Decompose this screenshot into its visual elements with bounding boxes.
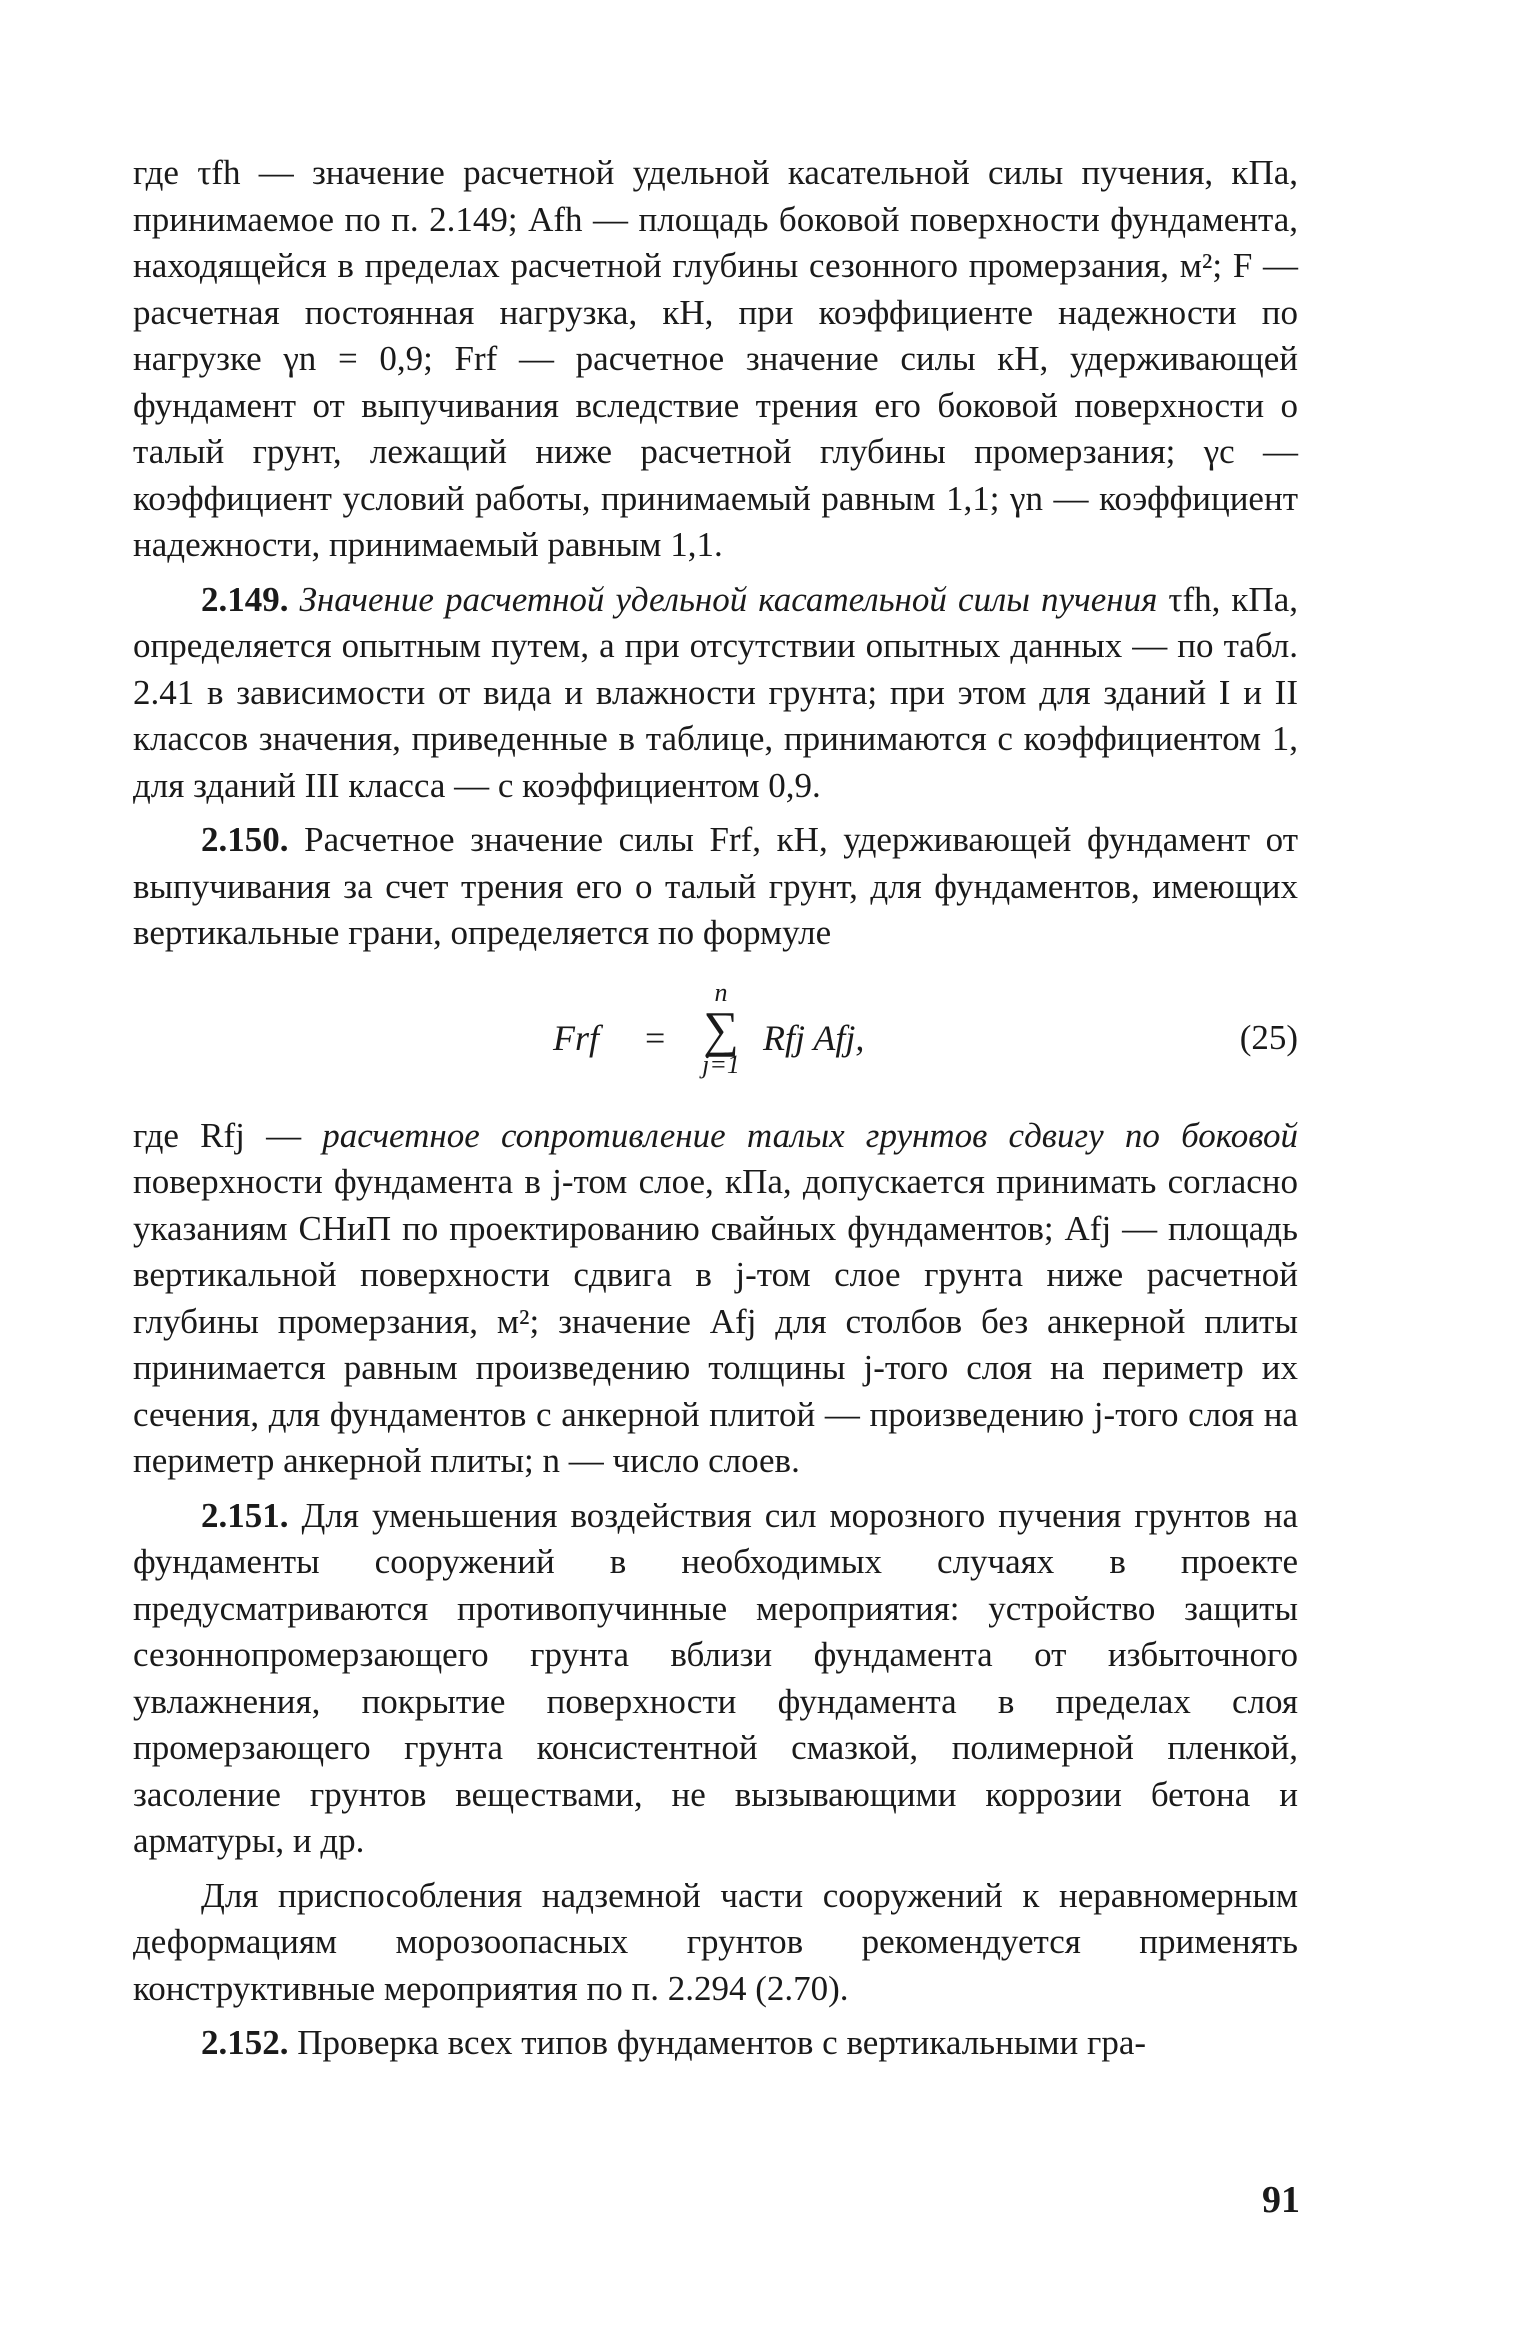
section-number: 2.149. [201,579,289,619]
paragraph-2-149 [133,577,1298,810]
formula-equals: = [645,1017,666,1058]
sum-upper-limit: n [714,977,728,1007]
page-number: 91 [1262,2179,1300,2221]
sum-lower-limit: j=1 [702,1049,740,1079]
paragraph-text: где Rfj — [133,1115,323,1155]
section-number: 2.152. [201,2023,289,2062]
section-number: 2.150. [201,820,289,859]
paragraph-text: Для уменьшения воздействия сил морозного пучения грунтов на фундаменты сооружений в необходимых случаях в проекте предусматриваются противопучинные мероприятия: устройство защиты сезоннопромерзающего грунта вблизи фундамента от избыточного увлажнения, покрытие поверхности фундамента в пределах слоя промерзающего грунта консистентной смазкой, полимерной пленкой, засоление грунтов веществами, не вызывающими коррозии бетона и арматуры, и др. [133,1495,1298,1860]
paragraph-2-152 [133,2020,1298,2067]
summation-symbol [691,979,751,1079]
paragraph-text: τfh, кПа, определяется опытным путем, а при отсутствии опытных данных — по табл. 2.41 в зависимости от вида и влажности грунта; при этом для зданий I и II классов значения, приведенные в таблице, принимаются с коэффициентом 1, для зданий III класса — с коэффициентом 0,9. [133,579,1298,805]
paragraph-formula-terms [133,1113,1298,1485]
paragraph-2-150 [133,817,1298,957]
section-number: 2.151. [201,1495,289,1535]
formula-rhs: Rfj Afj, [763,1017,865,1058]
paragraph-2-151 [133,1493,1298,1865]
formula-number: (25) [1239,1017,1298,1057]
paragraph-text: Расчетное значение силы Frf, кН, удерживающей фундамент от выпучивания за счет трения его о талый грунт, для фундаментов, имеющих вертикальные грани, определяется по формуле [133,820,1298,952]
formula-lhs: Frf [553,1017,600,1058]
page-body [133,150,1298,2075]
emphasized-text: Значение расчетной удельной касательной силы пучения [299,579,1158,619]
paragraph-adaptation: Для приспособления надземной части сооружений к неравномерным деформациям морозоопасных грунтов рекомендуется применять конструктивные мероприятия по п. 2.294 (2.70). [133,1875,1298,2008]
emphasized-text: расчетное сопротивление талых грунтов сдвигу по боковой [322,1115,1298,1155]
paragraph-text: поверхности фундамента в j-том слое, кПа, допускается принимать согласно указаниям СНиП по проектированию свайных фундаментов; Afj — площадь вертикальной поверхности сдвига в j-том слое грунта ниже расчетной глубины промерзания, м²; значение Afj для столбов без анкерной плиты принимается равным произведению толщины j-того слоя на периметр их сечения, для фундаментов с анкерной плитой — произведению j-того слоя на периметр анкерной плиты; n — число слоев. [133,1162,1298,1480]
formula-25 [133,969,1298,1099]
sigma-sign: ∑ [703,1000,739,1057]
paragraph-definitions: где τfh — значение расчетной удельной касательной силы пучения, кПа, принимаемое по п. 2.149; Afh — площадь боковой поверхности фундамента, находящейся в пределах расчетной глубины сезонного промерзания, м²; F — расчетная постоянная нагрузка, кН, при коэффициенте надежности по нагрузке γn = 0,9; Frf — расчетное значение силы кН, удерживающей фундамент от выпучивания вследствие трения его боковой поверхности о талый грунт, лежащий ниже расчетной глубины промерзания; γc — коэффициент условий работы, принимаемый равным 1,1; γn — коэффициент надежности, принимаемый равным 1,1. [133,153,1298,564]
paragraph-text: Проверка всех типов фундаментов с вертикальными гра- [288,2023,1147,2062]
